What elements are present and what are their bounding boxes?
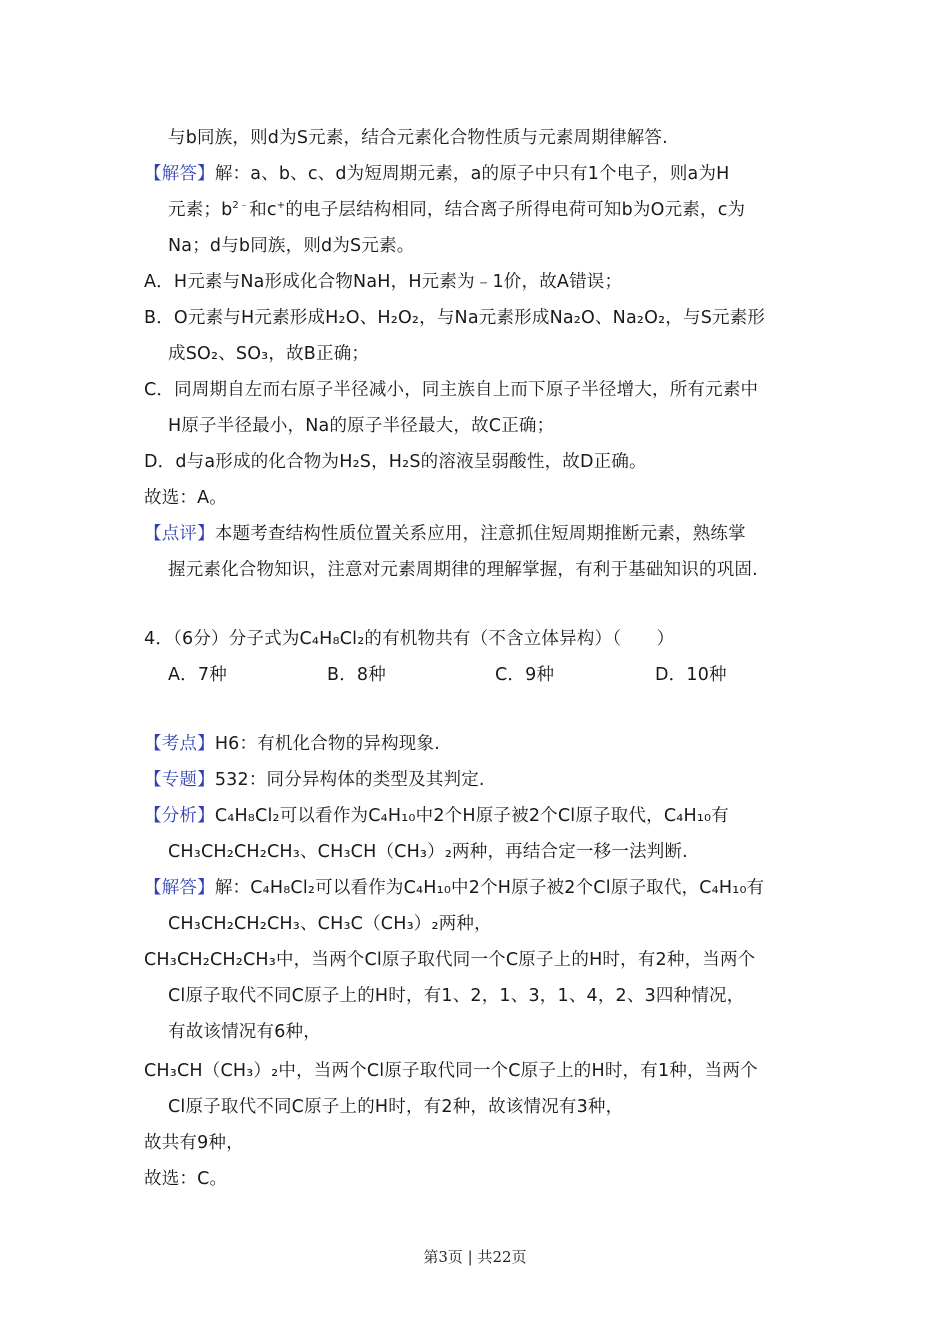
analysis-continued-line: 与b同族，则d为S元素，结合元素化合物性质与元素周期律解答. (168, 128, 668, 148)
solution-option-b-line1: B．O元素与H元素形成H₂O、H₂O₂，与Na元素形成Na₂O、Na₂O₂，与S元素形 (144, 308, 766, 328)
jieda-line-1 (144, 876, 764, 900)
jieda-line-3: CH₃CH₂CH₂CH₃中，当两个Cl原子取代同一个C原子上的H时，有2种，当两个 (144, 950, 756, 970)
jieda-line-2: CH₃CH₂CH₂CH₃、CH₃C（CH₃）₂两种， (168, 914, 492, 934)
jieda-line-6: CH₃CH（CH₃）₂中，当两个Cl原子取代同一个C原子上的H时，有1种，当两个 (144, 1061, 758, 1081)
solution-tag: 【解答】 (144, 164, 215, 184)
solution-line-1 (144, 162, 730, 186)
solution-line-3: Na；d与b同族，则d为S元素。 (168, 236, 415, 256)
solution-option-c-line1: C．同周期自左而右原子半径减小，同主族自上而下原子半径增大，所有元素中 (144, 380, 759, 400)
solution-option-a: A．H元素与Na形成化合物NaH，H元素为﹣1价，故A错误； (144, 272, 623, 292)
fenxi-line-2: CH₃CH₂CH₂CH₃、CH₃CH（CH₃）₂两种，再结合定一移一法判断. (168, 842, 688, 862)
jieda-line-9: 故选：C。 (144, 1169, 228, 1189)
jieda-line-8: 故共有9种， (144, 1133, 244, 1153)
solution-option-b-line2: 成SO₂、SO₃，故B正确； (168, 344, 370, 364)
solution-text-2a: 元素；b (168, 200, 233, 220)
zhuanti-tag: 【专题】 (144, 770, 215, 790)
jieda-line-5: 有故该情况有6种， (168, 1022, 321, 1042)
zhuanti-text: 532：同分异构体的类型及其判定. (214, 770, 485, 790)
solution-text-2c: 的电子层结构相同，结合离子所得电荷可知b为O元素，c为 (285, 200, 746, 220)
comment-line-2: 握元素化合物知识，注意对元素周期律的理解掌握，有利于基础知识的巩固. (168, 560, 758, 580)
kaodian-tag: 【考点】 (144, 734, 215, 754)
solution-answer: 故选：A。 (144, 488, 227, 508)
jieda-line-4: Cl原子取代不同C原子上的H时，有1、2，1、3，1、4，2、3四种情况， (168, 986, 745, 1006)
jieda-line-7: Cl原子取代不同C原子上的H时，有2种，故该情况有3种， (168, 1097, 624, 1117)
charge-sup-1: 2﹣ (232, 200, 250, 211)
charge-sup-2: + (276, 200, 286, 211)
zhuanti-line (144, 768, 485, 792)
question-4-option-a: A．7种 (168, 665, 227, 685)
question-4-option-b: B．8种 (327, 665, 386, 685)
comment-line-1 (144, 522, 746, 546)
fenxi-text-1: C₄H₈Cl₂可以看作为C₄H₁₀中2个H原子被2个Cl原子取代，C₄H₁₀有 (214, 806, 729, 826)
question-4-option-c: C．9种 (495, 665, 555, 685)
fenxi-tag: 【分析】 (144, 806, 215, 826)
comment-tag: 【点评】 (144, 524, 215, 544)
question-4-option-d: D．10种 (655, 665, 727, 685)
solution-line-2 (168, 198, 745, 222)
fenxi-line-1 (144, 804, 729, 828)
solution-option-c-line2: H原子半径最小，Na的原子半径最大，故C正确； (168, 416, 555, 436)
solution-option-d: D．d与a形成的化合物为H₂S，H₂S的溶液呈弱酸性，故D正确。 (144, 452, 647, 472)
question-4-stem: 4．（6分）分子式为C₄H₈Cl₂的有机物共有（不含立体异构）（ ） (144, 629, 675, 649)
solution-text-2b: 和c (249, 200, 277, 220)
kaodian-text: H6：有机化合物的异构现象. (214, 734, 440, 754)
kaodian-line (144, 732, 440, 756)
jieda-text-1: 解：C₄H₈Cl₂可以看作为C₄H₁₀中2个H原子被2个Cl原子取代，C₄H₁₀有 (214, 878, 765, 898)
jieda-tag: 【解答】 (144, 878, 215, 898)
page-footer: 第3页 | 共22页 (423, 1248, 527, 1266)
comment-text-1: 本题考查结构性质位置关系应用，注意抓住短周期推断元素，熟练掌 (214, 524, 746, 544)
solution-text-1: 解：a、b、c、d为短周期元素，a的原子中只有1个电子，则a为H (214, 164, 730, 184)
